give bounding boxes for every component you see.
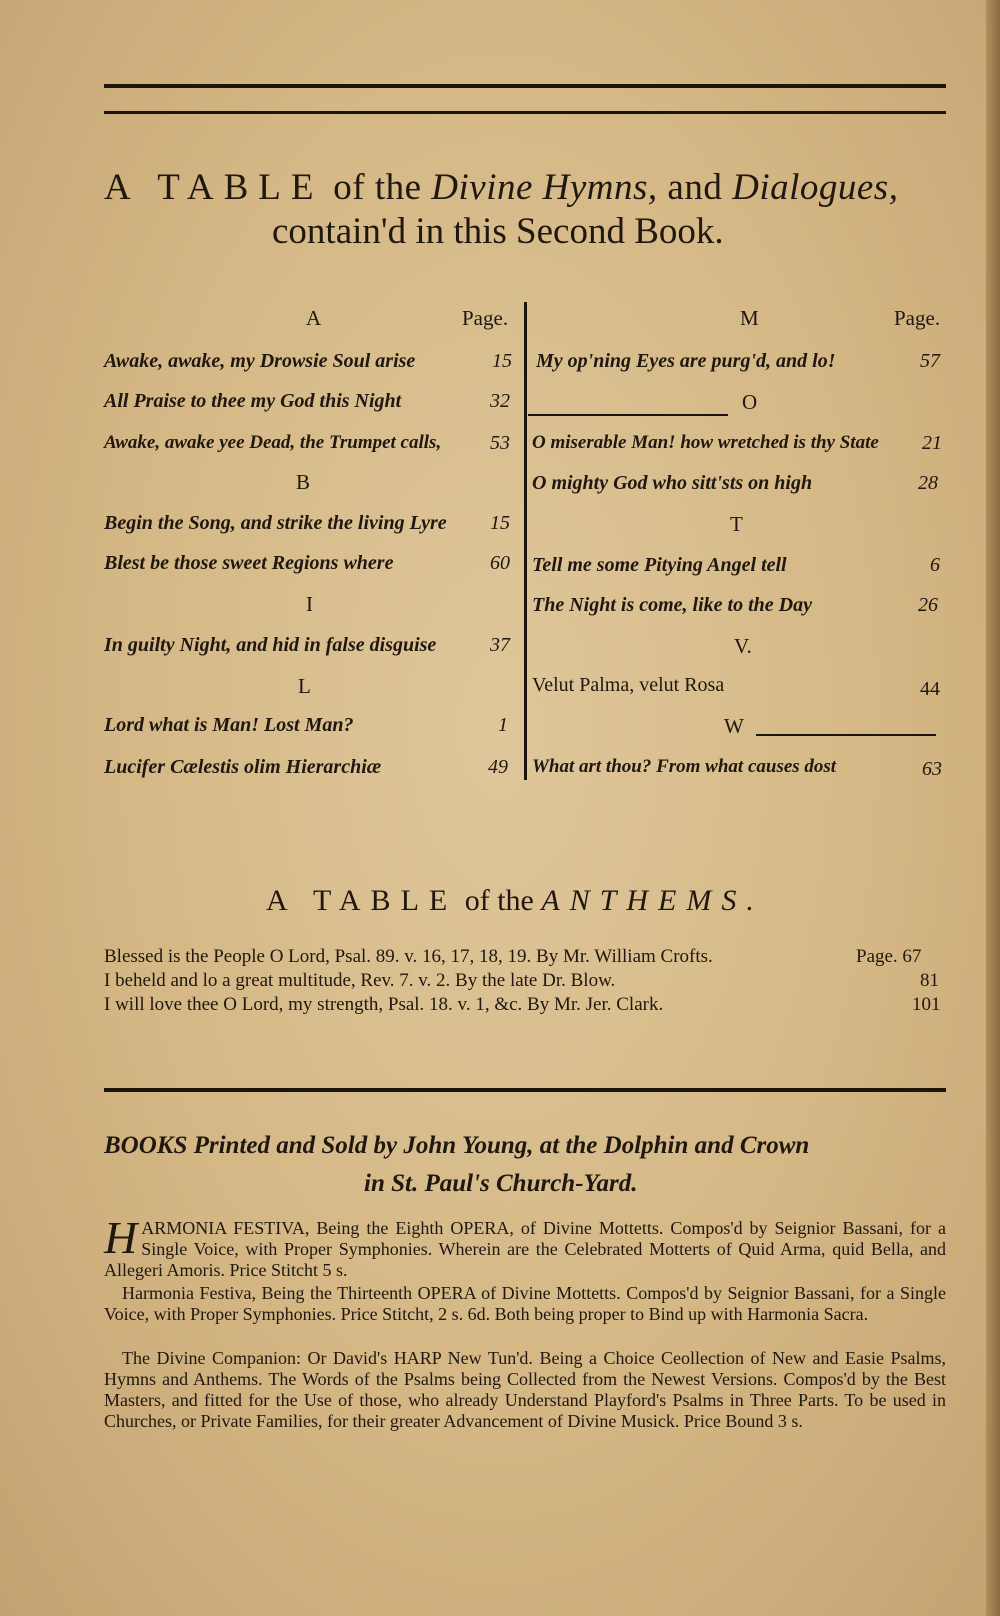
hymn-entry: Lucifer Cælestis olim Hierarchiæ: [104, 756, 382, 778]
letter-heading-l: L: [298, 674, 311, 698]
letter-heading-t: T: [730, 512, 743, 536]
letter-heading-m: M: [740, 306, 759, 330]
column-divider: [524, 302, 527, 780]
anthems-title-ofthe: of the: [464, 884, 534, 917]
books-heading-line2: in St. Paul's Church-Yard.: [364, 1170, 638, 1197]
anthem-page: 81: [920, 970, 939, 991]
title-part-hymns: Divine Hymns,: [431, 167, 658, 208]
hymn-page: 32: [490, 390, 510, 412]
hymn-page: 26: [918, 594, 938, 616]
hymn-page: 21: [922, 432, 942, 454]
anthems-title: [266, 884, 764, 918]
top-rule: [104, 111, 946, 114]
hymn-entry: O miserable Man! how wretched is thy State: [532, 432, 879, 453]
letter-heading-o: O: [742, 390, 758, 414]
letter-heading-w: W: [724, 714, 744, 738]
anthem-page: Page. 67: [856, 946, 922, 967]
hymn-page: 15: [490, 512, 510, 534]
book-advert-1-text: ARMONIA FESTIVA, Being the Eighth OPERA, of Divine Mottetts. Compos'd by Seignior Bassani, for a Single Voice, with Proper Symphonies. Wherein are the Celebrated Motterts of Quid Arma, quid Bella, and Allegeri Amoris. Price Stitcht 5 s.: [104, 1218, 946, 1280]
title-part-table: A TABLE: [104, 167, 324, 208]
anthems-title-anthems: ANTHEMS.: [541, 884, 764, 917]
hymn-entry: Velut Palma, velut Rosa: [532, 674, 725, 696]
hymn-entry: In guilty Night, and hid in false disguise: [104, 634, 437, 656]
hymn-page: 6: [930, 554, 940, 576]
book-advert-2: Harmonia Festiva, Being the Thirteenth OPERA of Divine Mottetts. Compos'd by Seignior Bassani, for a Single Voice, with Proper Symphonies. Price Stitcht, 2 s. 6d. Both being proper to Bind up with Harmonia Sacra.: [104, 1283, 946, 1324]
mid-rule: [104, 1088, 946, 1092]
top-rule-thick: [104, 84, 946, 88]
hymn-page: 15: [492, 350, 512, 372]
letter-heading-i: I: [306, 592, 313, 616]
hymn-entry: Tell me some Pitying Angel tell: [532, 554, 787, 576]
hymn-entry: What art thou? From what causes dost: [532, 756, 837, 777]
hymn-entry: Lord what is Man! Lost Man?: [104, 714, 354, 736]
hymn-page: 28: [918, 472, 938, 494]
book-advert-1: [104, 1212, 946, 1281]
hymn-entry: O mighty God who sitt'sts on high: [532, 472, 813, 494]
page-label-right: Page.: [894, 306, 941, 330]
anthem-page: 101: [912, 994, 941, 1015]
page-edge: [986, 0, 1000, 1616]
title-part-dialogues: Dialogues,: [732, 167, 899, 208]
hymn-entry: My op'ning Eyes are purg'd, and lo!: [536, 350, 836, 372]
page-label-left: Page.: [462, 306, 509, 330]
title-part-ofthe: of the: [333, 167, 422, 208]
drop-cap: H: [104, 1212, 138, 1263]
hymn-page: 53: [490, 432, 510, 454]
page-title-line2: contain'd in this Second Book.: [272, 211, 724, 252]
hymn-page: 49: [488, 756, 508, 778]
hymn-page: 1: [498, 714, 508, 736]
hymn-page: 60: [490, 552, 510, 574]
hymn-page: 57: [920, 350, 940, 372]
section-rule: [756, 734, 936, 736]
letter-heading-a: A: [306, 306, 322, 330]
book-advert-3: The Divine Companion: Or David's HARP New Tun'd. Being a Choice Ceollection of New and Easie Psalms, Hymns and Anthems. The Words of the Psalms being Collected from the Newest Versions. Compos'd by the Best Masters, and fitted for the Use of those, who already Understand Playford's Psalms in Three Parts. To be used in Churches, or Private Families, for their greater Advancement of Divine Musick. Price Bound 3 s.: [104, 1348, 946, 1431]
title-part-and: and: [667, 167, 723, 208]
hymn-page: 37: [490, 634, 510, 656]
anthem-row: I beheld and lo a great multitude, Rev. 7. v. 2. By the late Dr. Blow.: [104, 970, 616, 991]
hymn-entry: The Night is come, like to the Day: [532, 594, 812, 616]
hymn-entry: Begin the Song, and strike the living Lyre: [104, 512, 447, 534]
anthems-title-table: A TABLE: [266, 884, 458, 917]
page-title: [104, 166, 898, 209]
hymn-page: 63: [922, 758, 942, 780]
letter-heading-v: V.: [734, 634, 752, 658]
letter-heading-b: B: [296, 470, 311, 494]
hymn-entry: All Praise to thee my God this Night: [104, 390, 402, 412]
hymn-entry: Blest be those sweet Regions where: [104, 552, 394, 574]
books-heading: BOOKS Printed and Sold by John Young, at the Dolphin and Crown: [104, 1132, 810, 1159]
hymn-entry: Awake, awake yee Dead, the Trumpet calls,: [104, 432, 442, 453]
anthem-row: Blessed is the People O Lord, Psal. 89. v. 16, 17, 18, 19. By Mr. William Crofts.: [104, 946, 713, 967]
hymn-entry: Awake, awake, my Drowsie Soul arise: [104, 350, 416, 372]
section-rule: [528, 414, 728, 416]
hymn-page: 44: [920, 678, 940, 700]
anthem-row: I will love thee O Lord, my strength, Psal. 18. v. 1, &c. By Mr. Jer. Clark.: [104, 994, 664, 1015]
